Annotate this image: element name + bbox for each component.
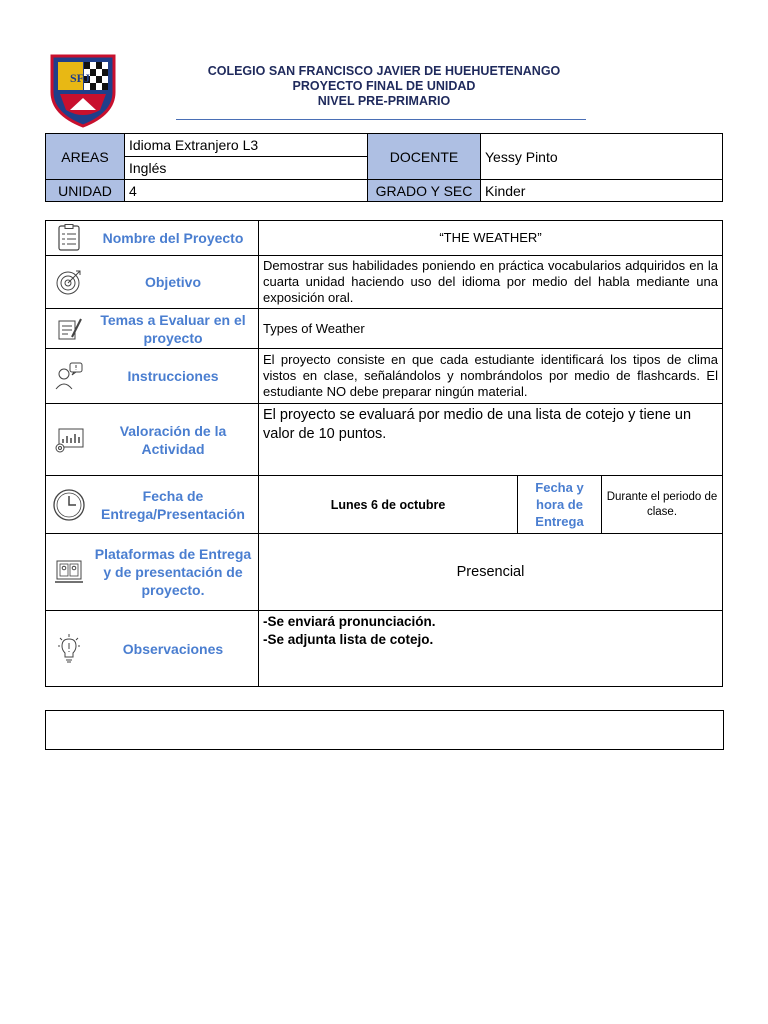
- person-speech-icon: [46, 361, 92, 391]
- obs-line-1: -Se enviará pronunciación.: [263, 614, 436, 629]
- grado-value: Kinder: [481, 180, 723, 202]
- valoracion-label: Valoración de la Actividad: [119, 422, 227, 457]
- valoracion-value: El proyecto se evaluará por medio de una lista de cotejo y tiene un valor de 10 puntos.: [259, 404, 723, 476]
- area-value-2: Inglés: [125, 157, 368, 180]
- temas-label-cell: [46, 309, 259, 349]
- document-header: [0, 64, 768, 109]
- header-divider: [176, 119, 586, 120]
- instrucciones-value: El proyecto consiste en que cada estudiante identificará los tipos de clima vistos en clase, señalándolos y nombrándolos por medio de flashcards. El estudiante NO debe preparar ningún material.: [259, 349, 723, 404]
- nombre-value: “THE WEATHER”: [259, 221, 723, 256]
- plataformas-value: Presencial: [259, 534, 723, 611]
- checklist-icon: [46, 224, 92, 252]
- area-value-1: Idioma Extranjero L3: [125, 134, 368, 157]
- unidad-value: 4: [125, 180, 368, 202]
- document-pen-icon: [46, 315, 92, 343]
- clock-icon: [46, 488, 92, 522]
- observaciones-label: Observaciones: [122, 640, 224, 657]
- fecha-label-cell: [46, 476, 259, 534]
- fecha-value: Lunes 6 de octubre: [259, 476, 518, 534]
- instrucciones-label: Instrucciones: [127, 368, 219, 384]
- video-conference-icon: [46, 558, 92, 586]
- chart-gear-icon: [46, 425, 92, 455]
- docente-label: DOCENTE: [368, 134, 481, 180]
- hora-value: Durante el periodo de clase.: [602, 476, 723, 534]
- unidad-label: UNIDAD: [46, 180, 125, 202]
- hora-label: Fecha y hora de Entrega: [518, 476, 602, 534]
- plataformas-label: Plataformas de Entrega y de presentación de proyecto.: [94, 546, 252, 598]
- objetivo-label-cell: [46, 256, 259, 309]
- nombre-label: Nombre del Proyecto: [102, 230, 244, 246]
- level-name: NIVEL PRE-PRIMARIO: [317, 94, 451, 108]
- fecha-label: Fecha de Entrega/Presentación: [101, 487, 245, 522]
- observaciones-cell: [259, 611, 723, 687]
- plataformas-label-cell: [46, 534, 259, 611]
- temas-value: Types of Weather: [259, 309, 723, 349]
- grado-label: GRADO Y SEC: [368, 180, 481, 202]
- areas-label: AREAS: [46, 134, 125, 180]
- logo-text: SFJ: [70, 71, 91, 85]
- objetivo-value: Demostrar sus habilidades poniendo en práctica vocabularios adquiridos en la cuarta unidad haciendo uso del idioma por medio del habla mediante una exposición oral.: [259, 256, 723, 309]
- obs-line-2: -Se adjunta lista de cotejo.: [263, 632, 434, 647]
- nombre-label-cell: [46, 221, 259, 256]
- valoracion-label-cell: [46, 404, 259, 476]
- project-type: PROYECTO FINAL DE UNIDAD: [292, 79, 476, 93]
- empty-footer-box: [45, 710, 724, 750]
- target-icon: [46, 268, 92, 296]
- info-table: [45, 133, 723, 202]
- docente-value: Yessy Pinto: [481, 134, 723, 180]
- observaciones-label-cell: [46, 611, 259, 687]
- school-name: COLEGIO SAN FRANCISCO JAVIER DE HUEHUETENANGO: [207, 64, 561, 78]
- instrucciones-label-cell: [46, 349, 259, 404]
- project-table: [45, 220, 723, 687]
- temas-label: Temas a Evaluar en el proyecto: [100, 311, 246, 346]
- lightbulb-icon: [46, 633, 92, 665]
- objetivo-label: Objetivo: [144, 274, 201, 290]
